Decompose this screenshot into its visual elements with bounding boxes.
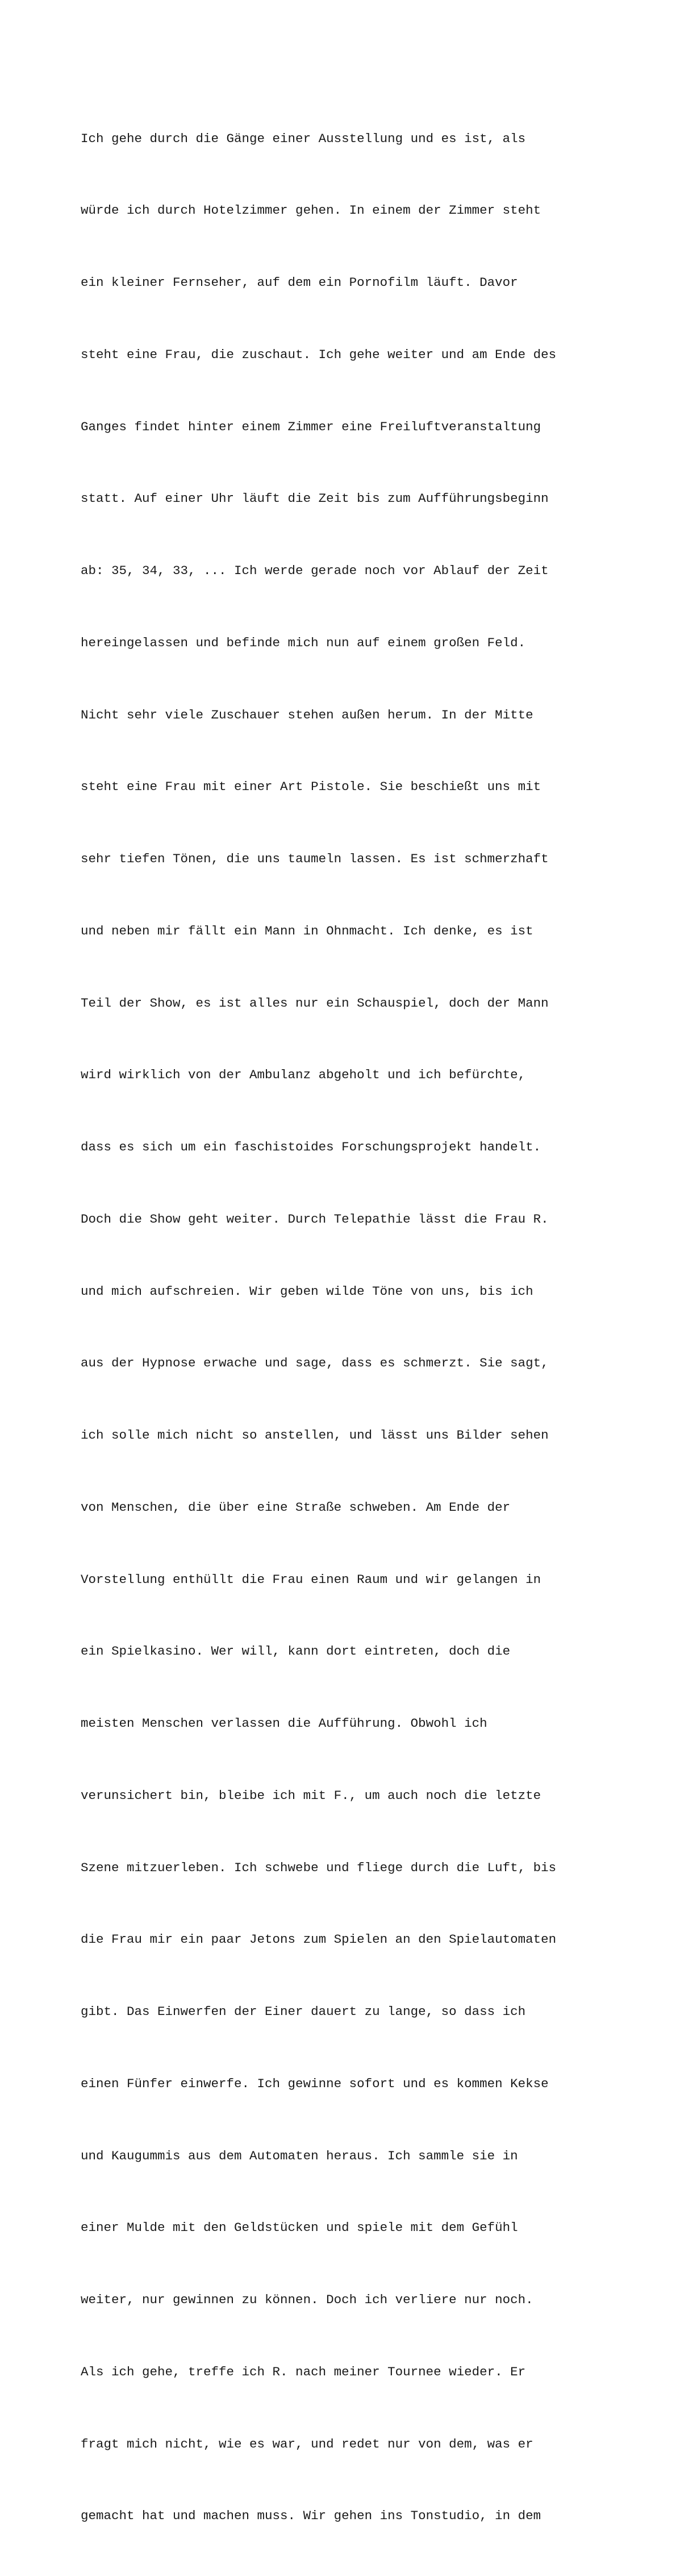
text-line-17: und mich aufschreien. Wir geben wilde Töne von uns, bis ich [81, 1283, 533, 1299]
text-line-27: gibt. Das Einwerfen der Einer dauert zu lange, so dass ich [81, 2004, 526, 2019]
text-line-23: meisten Menschen verlassen die Aufführung. Obwohl ich [81, 1716, 487, 1731]
text-line-6: statt. Auf einer Uhr läuft die Zeit bis zum Aufführungsbeginn [81, 491, 549, 506]
text-line-18: aus der Hypnose erwache und sage, dass es schmerzt. Sie sagt, [81, 1356, 549, 1371]
text-line-1: Ich gehe durch die Gänge einer Ausstellung und es ist, als [81, 131, 526, 146]
text-line-14: wird wirklich von der Ambulanz abgeholt und ich befürchte, [81, 1067, 526, 1083]
text-line-8: hereingelassen und befinde mich nun auf einem großen Feld. [81, 635, 526, 650]
text-line-11: sehr tiefen Tönen, die uns taumeln lassen. Es ist schmerzhaft [81, 851, 549, 866]
text-line-4: steht eine Frau, die zuschaut. Ich gehe weiter und am Ende des [81, 347, 557, 362]
text-line-26: die Frau mir ein paar Jetons zum Spielen an den Spielautomaten [81, 1932, 557, 1947]
text-line-16: Doch die Show geht weiter. Durch Telepathie lässt die Frau R. [81, 1211, 549, 1227]
text-line-24: verunsichert bin, bleibe ich mit F., um auch noch die letzte [81, 1788, 541, 1803]
text-line-34: gemacht hat und machen muss. Wir gehen ins Tonstudio, in dem [81, 2508, 541, 2524]
text-line-20: von Menschen, die über eine Straße schweben. Am Ende der [81, 1499, 511, 1515]
text-line-12: und neben mir fällt ein Mann in Ohnmacht. Ich denke, es ist [81, 923, 533, 938]
text-line-2: würde ich durch Hotelzimmer gehen. In einem der Zimmer steht [81, 203, 541, 218]
text-line-10: steht eine Frau mit einer Art Pistole. Sie beschießt uns mit [81, 779, 541, 795]
text-line-13: Teil der Show, es ist alles nur ein Schauspiel, doch der Mann [81, 995, 549, 1011]
text-line-25: Szene mitzuerleben. Ich schwebe und fliege durch die Luft, bis [81, 1860, 557, 1875]
text-line-33: fragt mich nicht, wie es war, und redet nur von dem, was er [81, 2436, 533, 2452]
text-line-29: und Kaugummis aus dem Automaten heraus. Ich sammle sie in [81, 2148, 518, 2163]
text-line-28: einen Fünfer einwerfe. Ich gewinne sofort und es kommen Kekse [81, 2076, 549, 2091]
text-line-32: Als ich gehe, treffe ich R. nach meiner Tournee wieder. Er [81, 2364, 526, 2379]
body-text [81, 78, 615, 2576]
text-line-3: ein kleiner Fernseher, auf dem ein Pornofilm läuft. Davor [81, 275, 518, 290]
text-line-5: Ganges findet hinter einem Zimmer eine Freiluftveranstaltung [81, 419, 541, 434]
text-line-31: weiter, nur gewinnen zu können. Doch ich verliere nur noch. [81, 2292, 533, 2307]
text-line-22: ein Spielkasino. Wer will, kann dort eintreten, doch die [81, 1644, 511, 1659]
text-line-19: ich solle mich nicht so anstellen, und lässt uns Bilder sehen [81, 1428, 549, 1443]
text-line-30: einer Mulde mit den Geldstücken und spiele mit dem Gefühl [81, 2220, 518, 2236]
text-line-15: dass es sich um ein faschistoides Forschungsprojekt handelt. [81, 1140, 541, 1154]
text-line-9: Nicht sehr viele Zuschauer stehen außen herum. In der Mitte [81, 707, 533, 722]
text-line-21: Vorstellung enthüllt die Frau einen Raum und wir gelangen in [81, 1572, 541, 1587]
text-line-7: ab: 35, 34, 33, ... Ich werde gerade noch vor Ablauf der Zeit [81, 563, 549, 578]
